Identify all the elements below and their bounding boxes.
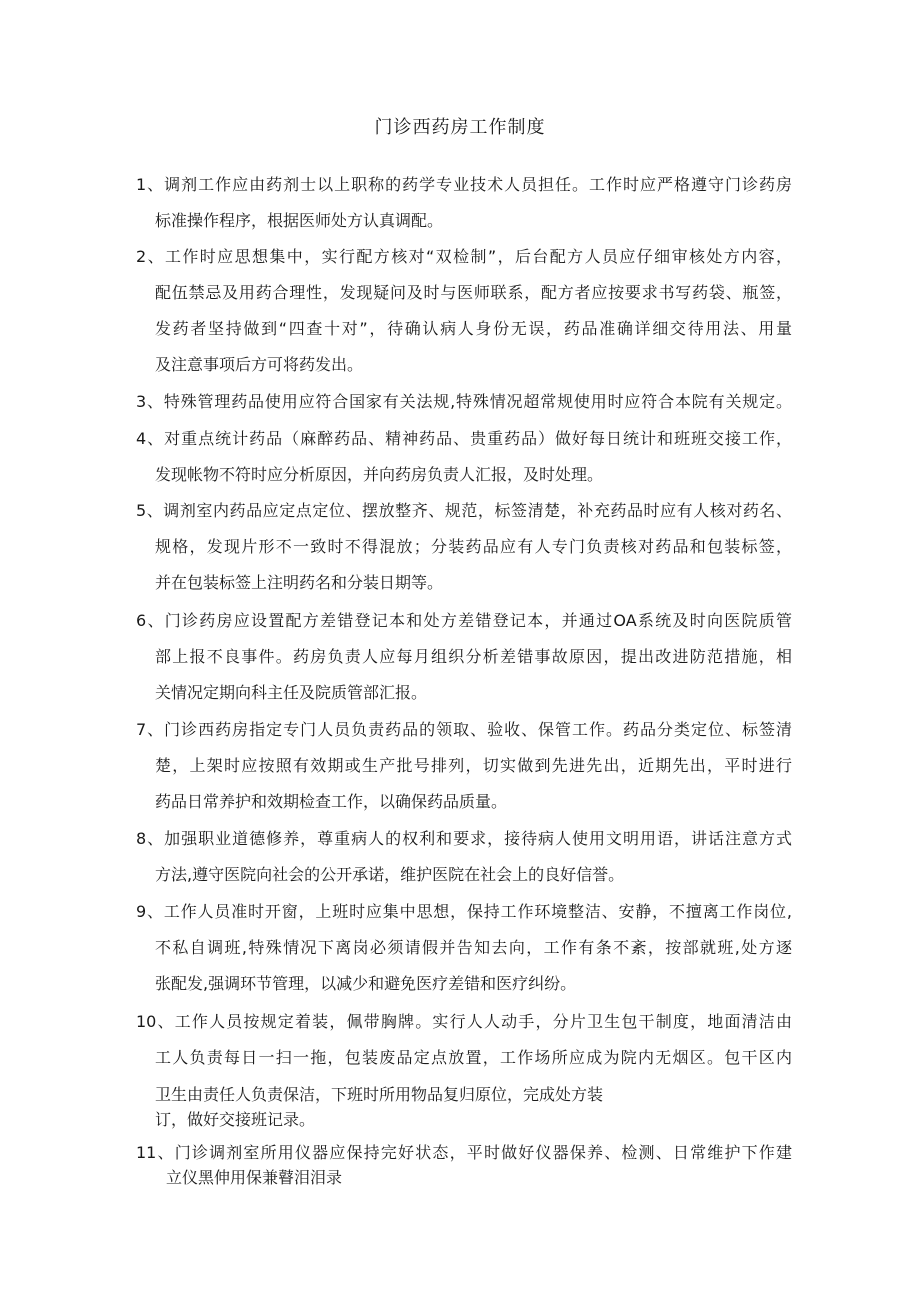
list-item-11 (136, 1140, 792, 1190)
item-line: 9、工作人员准时开窗，上班时应集中思想，保持工作环境整洁、安静，不擅离工作岗位, (136, 902, 792, 921)
item-line: 规格，发现片形不一致时不得混放；分装药品应有人专门负责核对药品和包装标签， (155, 537, 792, 556)
list-item-7 (136, 712, 792, 820)
item-line: 药品日常养护和效期检查工作，以确保药品质量。 (155, 792, 508, 811)
item-line: 工人负责每日一扫一拖，包装废品定点放置，工作场所应成为院内无烟区。包干区内 (155, 1048, 792, 1067)
item-line: 方法,遵守医院向社会的公开承诺，维护医院在社会上的良好信誉。 (155, 865, 625, 884)
item-line: 7、门诊西药房指定专门人员负责药品的领取、验收、保管工作。药品分类定位、标签清 (136, 720, 792, 739)
item-line: 8、加强职业道德修养，尊重病人的权利和要求，接待病人使用文明用语，讲话注意方式 (136, 829, 792, 848)
item-line: 标准操作程序，根据医师处方认真调配。 (155, 211, 444, 230)
list-item-9 (136, 894, 792, 1002)
item-line: 及注意事项后方可将药发出。 (155, 355, 364, 374)
list-item-4 (136, 421, 792, 493)
item-line: 立仪黑伸用保兼瞽泪泪录 (166, 1168, 343, 1187)
item-line: 发药者坚持做到“四查十对”，待确认病人身份无误，药品准确详细交待用法、用量 (155, 319, 792, 338)
item-line: 4、对重点统计药品（麻醉药品、精神药品、贵重药品）做好每日统计和班班交接工作， (136, 429, 792, 448)
item-line: 配伍禁忌及用药合理性，发现疑问及时与医师联系，配方者应按要求书写药袋、瓶签， (155, 283, 792, 302)
list-item-8 (136, 821, 792, 893)
item-line: 关情况定期向科主任及院质管部汇报。 (155, 683, 428, 702)
item-line: 10、工作人员按规定着装，佩带胸牌。实行人人动手，分片卫生包干制度，地面清洁由 (136, 1012, 792, 1031)
item-line: 订，做好交接班记录。 (155, 1110, 316, 1129)
list-item-10 (136, 1004, 792, 1132)
list-item-2 (136, 239, 792, 383)
item-line: 发现帐物不符时应分析原因，并向药房负责人汇报，及时处理。 (155, 465, 604, 484)
item-line: 并在包装标签上注明药名和分装日期等。 (155, 573, 444, 592)
item-line: 6、门诊药房应设置配方差错登记本和处方差错登记本，并通过OA系统及时向医院质管 (136, 611, 792, 630)
item-line: 5、调剂室内药品应定点定位、摆放整齐、规范，标签清楚，补充药品时应有人核对药名、 (136, 501, 792, 520)
list-item-6 (136, 603, 792, 711)
item-line: 张配发,强调环节管理，以减少和避免医疗差错和医疗纠纷。 (155, 974, 577, 993)
list-item-5 (136, 493, 792, 601)
item-line: 楚，上架时应按照有效期或生产批号排列，切实做到先进先出，近期先出，平时进行 (155, 756, 792, 775)
item-line: 不私自调班,特殊情况下离岗必须请假并告知去向，工作有条不紊，按部就班,处方逐 (155, 938, 792, 957)
list-item-3 (136, 384, 792, 420)
item-line: 部上报不良事件。药房负责人应每月组织分析差错事故原因，提出改进防范措施，相 (155, 647, 792, 666)
list-item-1 (136, 167, 792, 239)
document-title: 门诊西药房工作制度 (374, 117, 546, 138)
item-line: 2、工作时应思想集中，实行配方核对“双检制”，后台配方人员应仔细审核处方内容， (136, 247, 792, 266)
item-line: 11、门诊调剂室所用仪器应保持完好状态，平时做好仪器保养、检测、日常维护下作建 (136, 1143, 792, 1162)
item-line: 1、调剂工作应由药剂士以上职称的药学专业技术人员担任。工作时应严格遵守门诊药房 (136, 175, 792, 194)
item-line: 卫生由责任人负责保洁，下班时所用物品复归原位，完成处方装 (155, 1085, 604, 1104)
item-line: 3、特殊管理药品使用应符合国家有关法规,特殊情况超常规使用时应符合本院有关规定。 (136, 392, 792, 411)
